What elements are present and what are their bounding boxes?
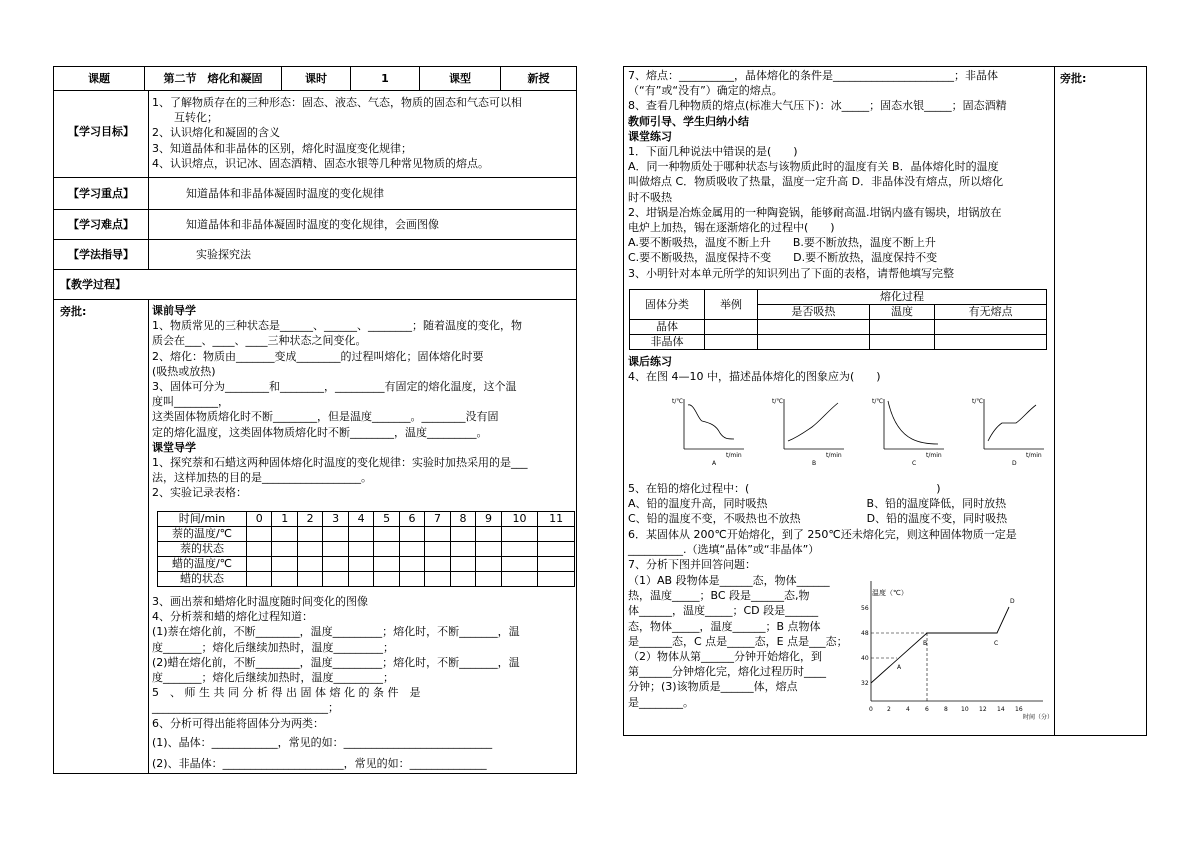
question-line: 热，温度_____；BC 段是______态,物 — [628, 589, 810, 603]
summary-header-class: 固体分类 — [630, 290, 705, 320]
objective-line: 2、认识熔化和凝固的含义 — [152, 126, 280, 140]
summary-row-label: 晶体 — [630, 320, 705, 335]
question-line: 2、熔化：物质由_______变成________的过程叫熔化；固体熔化时要 — [152, 349, 484, 363]
section-title: 课前导学 — [152, 304, 196, 317]
record-row-label: 萘的状态 — [158, 542, 247, 557]
summary-row-label: 非晶体 — [630, 335, 705, 350]
objective-line: 4、认识熔点，识记冰、固态酒精、固态水银等几种常见物质的熔点。 — [152, 156, 489, 170]
curve-d — [988, 405, 1036, 441]
question-line: 电炉上加热，锡在逐渐熔化的过程中( ) — [628, 221, 835, 235]
record-row-label: 蜡的状态 — [158, 572, 247, 587]
small-graphs — [664, 389, 1054, 469]
small-graph-xlabel: t/min — [726, 452, 742, 459]
question-line: 7、熔点：__________，晶体熔化的条件是______________________；非晶体 — [628, 69, 998, 82]
q7-ylabel: 温度（℃） — [872, 589, 908, 597]
question-line: 3、画出萘和蜡熔化时温度随时间变化的图像 — [152, 595, 368, 608]
curve-a — [688, 405, 734, 439]
objective-line: 互转化； — [152, 111, 218, 125]
question-line: （1）AB 段物体是______态，物体______ — [628, 574, 830, 587]
lead-melting-section — [628, 481, 1017, 572]
right-side-note-label: 旁批: — [1060, 72, 1087, 85]
record-header-cell: 10 — [501, 512, 538, 527]
question-line: (1)、晶体：____________，常见的如：___________________________ — [152, 735, 493, 749]
q7-ytick: 32 — [861, 680, 869, 687]
q7-xtick: 12 — [979, 706, 987, 713]
question-line: （2）物体从第______分钟开始熔化，到 — [628, 650, 822, 664]
question-line: 2、实验记录表格： — [152, 486, 247, 500]
question-line: 5 、 师 生 共 同 分 析 得 出 固 体 熔 化 的 条 件 是 — [152, 686, 421, 700]
objectives-text — [152, 95, 522, 171]
q7-ytick: 48 — [861, 630, 869, 637]
small-graph-a — [672, 398, 744, 467]
record-row-label: 蜡的温度/℃ — [158, 557, 247, 572]
question-line: 4、在图 4—10 中，描述晶体熔化的图象应为( ) — [628, 370, 881, 384]
difficulty-divider — [148, 209, 149, 239]
method-divider — [148, 239, 149, 269]
graph-label-c: C — [912, 460, 917, 467]
objectives-label: 【学习目标】 — [68, 125, 134, 138]
section-title: 课后练习 — [628, 355, 672, 368]
right-divider — [1054, 67, 1055, 735]
question-line: 5、在铅的熔化过程中：( ) — [628, 482, 941, 495]
question-line: 时不吸热 — [628, 190, 672, 204]
question-line: A.要不断吸热，温度不断上升 B.要不断放热，温度不断上升 — [628, 236, 936, 250]
header-period: 1 — [351, 67, 420, 91]
record-table — [157, 511, 575, 587]
difficulty-label: 【学习难点】 — [68, 218, 134, 231]
summary-header-process: 熔化过程 — [758, 290, 1047, 305]
curve-c — [888, 401, 938, 444]
record-header-cell: 时间/min — [158, 512, 247, 527]
q7-xtick: 0 — [869, 706, 873, 713]
summary-header-heat: 是否吸热 — [758, 305, 870, 320]
question-line: 法，这样加热的目的是__________________。 — [152, 471, 372, 485]
small-graph-xlabel: t/min — [926, 452, 942, 459]
question-line: 态，物体_____，温度______；B 点物体 — [628, 619, 821, 633]
record-header-cell: 8 — [450, 512, 475, 527]
question-line: (2)、非晶体：______________________，常见的如：______________ — [152, 757, 487, 771]
question-line: 1、探究萘和石蜡这两种固体熔化时温度的变化规律：实验时加热采用的是___ — [152, 456, 528, 470]
table-row — [630, 320, 1047, 335]
process-label: 【教学过程】 — [60, 278, 126, 291]
melting-point-section — [628, 68, 1007, 281]
record-table-header — [158, 512, 575, 527]
question-line: 7、分析下图并回答问题： — [628, 558, 756, 572]
record-header-cell: 5 — [374, 512, 399, 527]
difficulty-text: 知道晶体和非晶体凝固时温度的变化规律，会画图像 — [186, 218, 439, 231]
graph-label-d: D — [1012, 460, 1017, 467]
section-title: 教师引导、学生归纳小结 — [628, 114, 749, 128]
question-line: 质会在___、____、____三种状态之间变化。 — [152, 334, 367, 348]
record-header-cell: 9 — [476, 512, 501, 527]
record-header-cell: 1 — [272, 512, 297, 527]
question-line: C.要不断吸热，温度保持不变 D.要不断放热，温度保持不变 — [628, 251, 938, 265]
question-line: 1、物质常见的三种状态是______、______、________；随着温度的变化，物 — [152, 319, 522, 333]
question-line: 2、坩锅是冶炼金属用的一种陶瓷锅，能够耐高温.坩锅内盛有锡块，坩锅放在 — [628, 205, 1002, 219]
method-text: 实验探究法 — [196, 248, 251, 261]
question-line: (2)蜡在熔化前，不断________，温度_________；熔化时，不断_______，温 — [152, 655, 520, 669]
objective-line: 3、知道晶体和非晶体的区别，熔化时温度变化规律； — [152, 141, 412, 155]
left-side-note-label: 旁批: — [60, 305, 87, 318]
question-line: 度叫________， — [152, 395, 229, 409]
question-line: （“有”或“没有”）确定的熔点。 — [628, 84, 783, 98]
question-line: 1．下面几种说法中错误的是( ) — [628, 145, 798, 159]
small-graph-ylabel: t/℃ — [872, 398, 884, 405]
small-graph-ylabel: t/℃ — [772, 398, 784, 405]
header-period-label: 课时 — [282, 67, 351, 91]
question-line: 度_______；熔化后继续加热时，温度_________； — [152, 671, 394, 685]
summary-table — [629, 289, 1047, 350]
table-row — [158, 557, 575, 572]
header-type-label: 课型 — [420, 67, 501, 91]
header-topic-label: 课题 — [54, 67, 145, 91]
objectives-divider — [148, 91, 149, 177]
question-line: 是________。 — [628, 695, 694, 709]
small-graph-ylabel: t/℃ — [972, 398, 984, 405]
right-page — [623, 66, 1147, 736]
q7-ytick: 40 — [861, 655, 869, 662]
header-type: 新授 — [501, 67, 577, 91]
left-page — [53, 66, 577, 774]
graph-label-a: A — [712, 460, 717, 467]
lesson-header-table — [53, 66, 577, 91]
small-graph-b — [772, 398, 844, 467]
record-header-cell: 3 — [323, 512, 348, 527]
analysis-section — [152, 594, 520, 771]
question-line: __________.（选填“晶体”或“非晶体”） — [628, 542, 820, 556]
q7-xtick: 16 — [1015, 706, 1023, 713]
section-title: 课堂练习 — [628, 129, 672, 143]
q7-xlabel: 时间（分） — [1023, 714, 1053, 721]
question-line: 3、小明针对本单元所学的知识列出了下面的表格，请帮他填写完整 — [628, 266, 954, 280]
q7-point-a: A — [897, 664, 902, 671]
q7-xtick: 14 — [997, 706, 1005, 713]
q7-point-d: D — [1010, 598, 1015, 605]
summary-header-example: 举例 — [705, 290, 758, 320]
question-line: 8、查看几种物质的熔点(标准大气压下)：冰_____；固态水银_____；固态酒精 — [628, 99, 1007, 113]
after-class-section — [628, 354, 881, 384]
objective-line: 1、了解物质存在的三种形态：固态、液态、气态，物质的固态和气态可以相 — [152, 96, 522, 109]
body-divider — [148, 299, 149, 774]
question-7-text — [628, 573, 848, 710]
q7-chart — [857, 573, 1053, 723]
record-header-cell: 4 — [348, 512, 373, 527]
question-line: 是______态，C 点是_____态，E 点是___态； — [628, 634, 848, 648]
small-graph-c — [872, 398, 944, 467]
question-line: A、铅的温度升高，同时吸热 B、铅的温度降低，同时放热 — [628, 497, 1007, 511]
small-graph-xlabel: t/min — [1026, 452, 1042, 459]
method-label: 【学法指导】 — [68, 248, 134, 261]
question-line: A．同一种物质处于哪种状态与该物质此时的温度有关 B．晶体熔化时的温度 — [628, 160, 999, 174]
question-line: 度_______；熔化后继续加热时，温度_________； — [152, 640, 394, 654]
question-line: 体______，温度_____；CD 段是______ — [628, 604, 819, 618]
q7-xtick: 4 — [906, 706, 910, 713]
small-graph-xlabel: t/min — [826, 452, 842, 459]
small-graph-ylabel: t/℃ — [672, 398, 684, 405]
question-line: 这类固体物质熔化时不断________，但是温度_______。________没有固 — [152, 410, 499, 424]
q7-xtick: 10 — [961, 706, 969, 713]
record-header-cell: 11 — [538, 512, 575, 527]
q7-xtick: 8 — [944, 706, 948, 713]
question-line: 4、分析萘和蜡的熔化过程知道： — [152, 610, 313, 624]
focus-divider — [148, 177, 149, 209]
record-header-cell: 7 — [425, 512, 450, 527]
curve-b — [788, 403, 838, 441]
record-header-cell: 0 — [247, 512, 272, 527]
focus-row — [54, 177, 576, 210]
header-topic: 第二节 熔化和凝固 — [145, 67, 282, 91]
q7-point-c: C — [994, 640, 999, 647]
q7-ytick: 56 — [861, 605, 869, 612]
q7-xtick: 2 — [887, 706, 891, 713]
question-line: C、铅的温度不变，不吸热也不放热 D、铅的温度不变，同时吸热 — [628, 512, 1008, 526]
focus-label: 【学习重点】 — [68, 187, 134, 200]
question-line: 第______分钟熔化完，熔化过程历时____ — [628, 665, 826, 679]
small-graph-d — [972, 398, 1044, 467]
table-row — [158, 572, 575, 587]
summary-header-point: 有无熔点 — [935, 305, 1047, 320]
summary-header-temp: 温度 — [869, 305, 934, 320]
question-line: 定的熔化温度，这类固体物质熔化时不断________，温度_________。 — [152, 425, 488, 439]
question-line: 6．某固体从 200℃开始熔化，到了 250℃还未熔化完，则这种固体物质一定是 — [628, 527, 1017, 541]
question-line: ________________________________； — [152, 701, 339, 715]
record-header-cell: 6 — [399, 512, 424, 527]
pre-study-section — [152, 303, 528, 501]
method-row — [54, 239, 576, 270]
question-line: 6、分析可得出能将固体分为两类： — [152, 716, 324, 730]
table-row — [630, 335, 1047, 350]
objectives-row — [54, 91, 576, 178]
q7-xtick: 6 — [925, 706, 929, 713]
process-row — [54, 269, 576, 300]
table-row — [158, 527, 575, 542]
section-title: 课堂导学 — [152, 440, 196, 454]
table-row — [158, 542, 575, 557]
record-header-cell: 2 — [297, 512, 322, 527]
difficulty-row — [54, 209, 576, 240]
question-line: 分钟；(3)该物质是______体，熔点 — [628, 680, 798, 694]
graph-label-b: B — [812, 460, 817, 467]
question-line: 3、固体可分为________和________，_________有固定的熔化温度，这个温 — [152, 380, 517, 394]
question-line: 叫做熔点 C．物质吸收了热量，温度一定升高 D．非晶体没有熔点，所以熔化 — [628, 175, 1004, 189]
question-line: (1)萘在熔化前，不断________，温度_________；熔化时，不断_______，温 — [152, 625, 520, 639]
q7-curve — [871, 607, 1009, 683]
q7-point-b: B — [923, 640, 928, 647]
question-line: (吸热或放热) — [152, 364, 216, 378]
focus-text: 知道晶体和非晶体凝固时温度的变化规律 — [186, 187, 384, 200]
record-row-label: 萘的温度/℃ — [158, 527, 247, 542]
